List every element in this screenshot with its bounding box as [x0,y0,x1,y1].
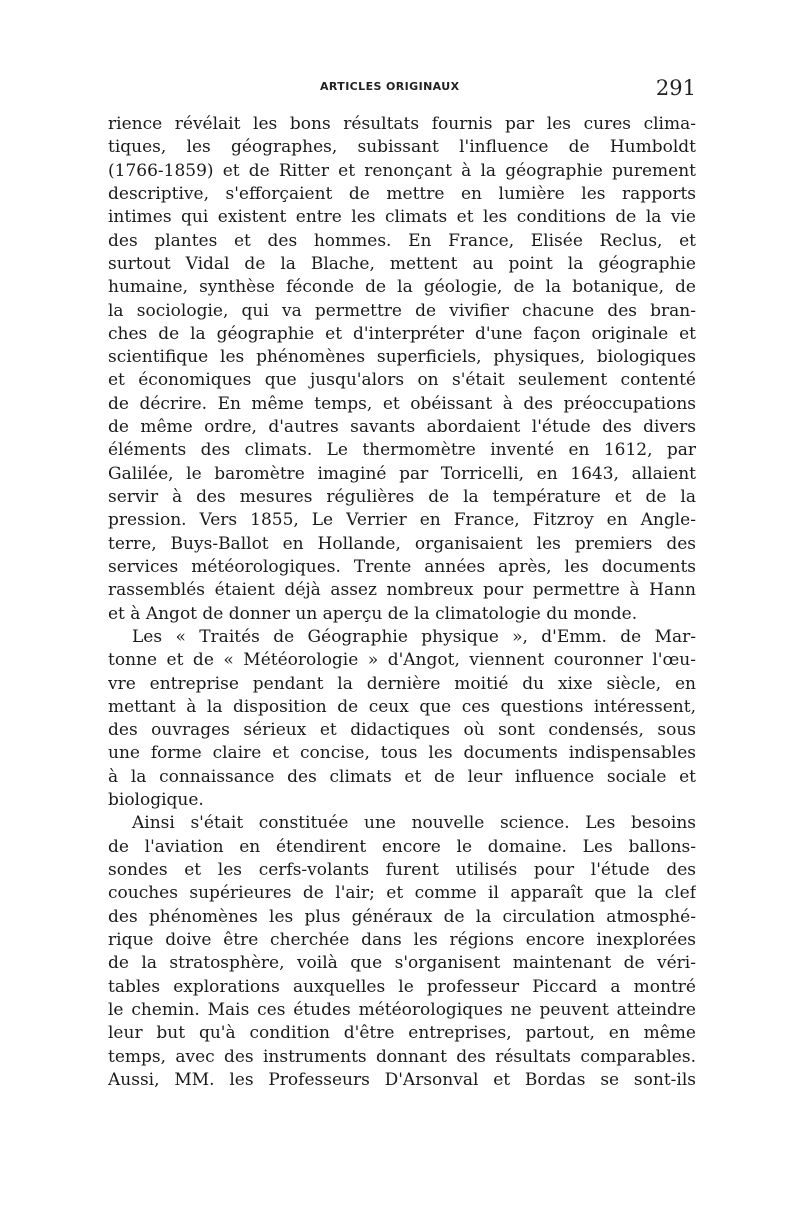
text-line: des phénomènes les plus généraux de la circulation atmosphé- [108,906,696,927]
text-line: rique doive être cherchée dans les régions encore inexplorées [108,929,696,950]
text-line: intimes qui existent entre les climats et les conditions de la vie [108,207,696,228]
text-line: (1766-1859) et de Ritter et renonçant à la géographie purement [108,160,696,181]
text-line: scientifique les phénomènes superficiels, physiques, biologiques [108,347,696,368]
text-line: de décrire. En même temps, et obéissant à des préoccupations [108,393,696,414]
text-line: descriptive, s'efforçaient de mettre en lumière les rapports [108,183,696,204]
text-line: tables explorations auxquelles le professeur Piccard a montré [108,976,696,997]
text-line: de même ordre, d'autres savants abordaient l'étude des divers [108,417,696,438]
text-line: et à Angot de donner un aperçu de la climatologie du monde. [108,603,638,624]
page-header [108,76,696,100]
text-line: terre, Buys-Ballot en Hollande, organisaient les premiers des [108,533,696,554]
text-line: rassemblés étaient déjà assez nombreux pour permettre à Hann [108,580,696,601]
text-line: services météorologiques. Trente années après, les documents [108,556,696,577]
text-line: couches supérieures de l'air; et comme il apparaît que la clef [108,883,696,904]
text-line: et économiques que jusqu'alors on s'était seulement contenté [108,370,696,391]
text-line: des plantes et des hommes. En France, Elisée Reclus, et [108,230,696,251]
text-line: mettant à la disposition de ceux que ces questions intéressent, [108,696,696,717]
text-line: de la stratosphère, voilà que s'organisent maintenant de véri- [108,953,696,974]
text-line: la sociologie, qui va permettre de vivifier chacune des bran- [108,300,696,321]
text-line: surtout Vidal de la Blache, mettent au point la géographie [108,253,696,274]
text-line: servir à des mesures régulières de la température et de la [108,487,696,507]
text-line: tiques, les géographes, subissant l'influence de Humboldt [108,137,696,158]
text-line: Les « Traités de Géographie physique », d'Emm. de Mar- [132,626,696,647]
text-line: Aussi, MM. les Professeurs D'Arsonval et Bordas se sont-ils [108,1069,696,1090]
text-line: sondes et les cerfs-volants furent utilisés pour l'étude des [108,860,696,880]
text-line: vre entreprise pendant la dernière moitié du xixe siècle, en [108,673,696,694]
text-line: biologique. [108,790,204,811]
page-number: 291 [655,76,696,100]
text-line: tonne et de « Météorologie » d'Angot, viennent couronner l'œu- [108,650,696,671]
text-line: pression. Vers 1855, Le Verrier en France, Fitzroy en Angle- [108,510,696,531]
text-line: temps, avec des instruments donnant des résultats comparables. [108,1046,696,1067]
text-line: humaine, synthèse féconde de la géologie, de la botanique, de [108,277,696,298]
text-line: une forme claire et concise, tous les documents indispensables [108,743,696,764]
article-body [108,113,696,1092]
text-line: ches de la géographie et d'interpréter d'une façon originale et [108,323,696,344]
text-line: Ainsi s'était constituée une nouvelle science. Les besoins [132,813,696,834]
text-line: des ouvrages sérieux et didactiques où sont condensés, sous [108,720,696,741]
text-line: Galilée, le baromètre imaginé par Torricelli, en 1643, allaient [108,463,696,484]
text-line: éléments des climats. Le thermomètre inventé en 1612, par [108,440,696,461]
running-head: ARTICLES ORIGINAUX [320,80,460,93]
text-line: de l'aviation en étendirent encore le domaine. Les ballons- [108,836,696,857]
text-line: rience révélait les bons résultats fournis par les cures clima- [108,114,696,134]
text-line: le chemin. Mais ces études météorologiques ne peuvent atteindre [108,999,696,1020]
text-line: à la connaissance des climats et de leur influence sociale et [108,766,696,787]
text-line: leur but qu'à condition d'être entreprises, partout, en même [108,1023,696,1044]
